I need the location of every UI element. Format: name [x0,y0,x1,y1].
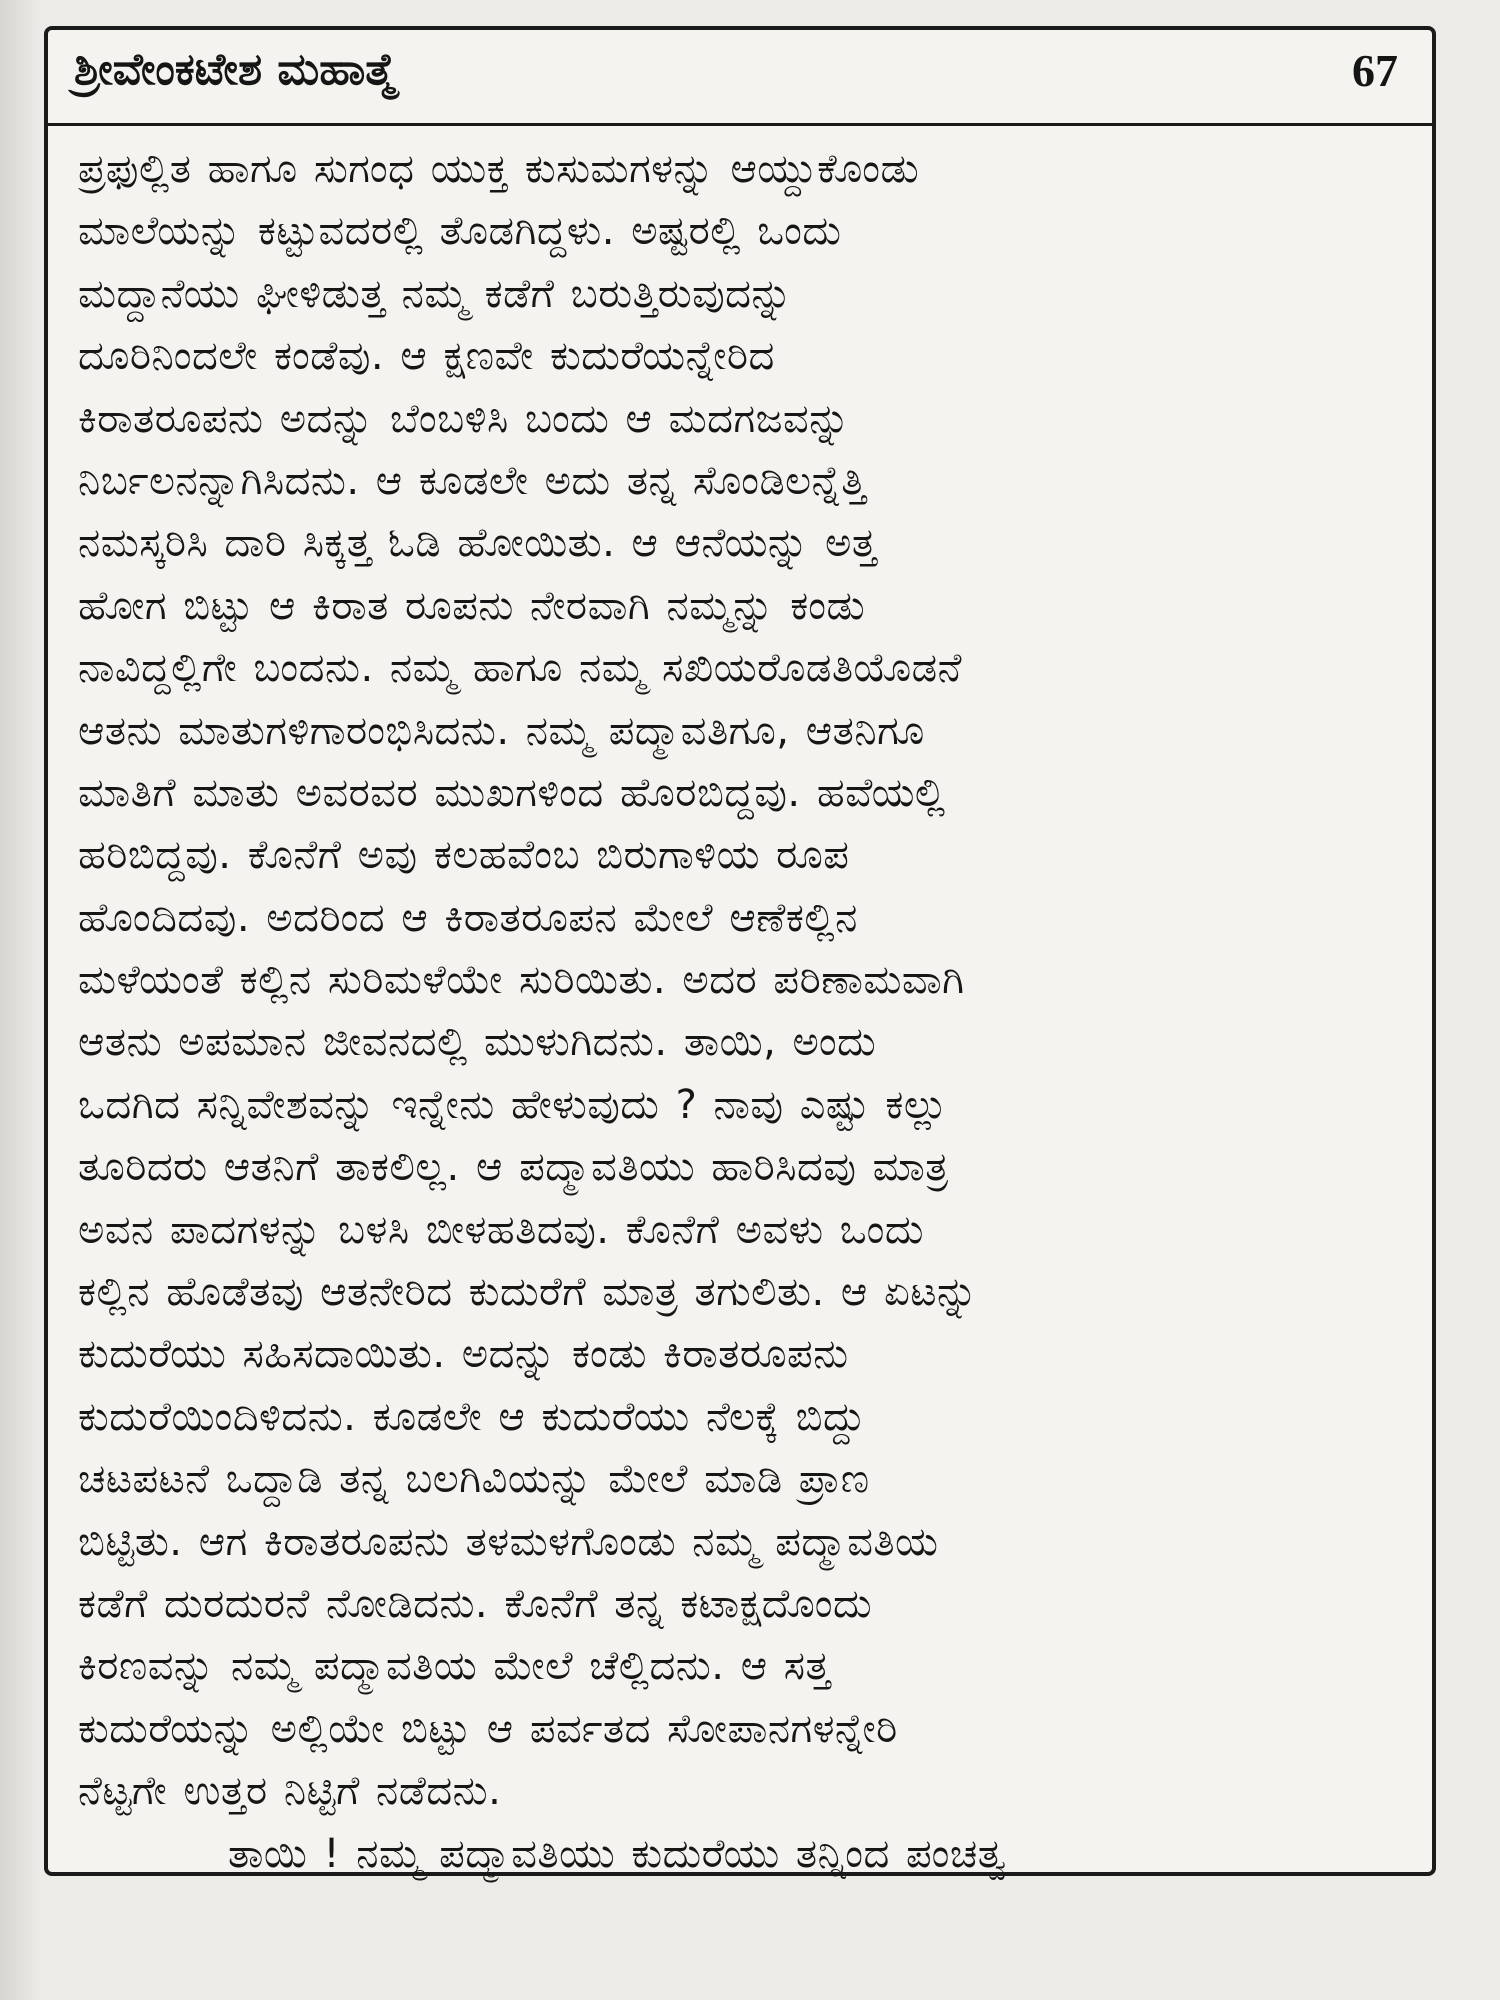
text-line: ಕಿರಣವನ್ನು ನಮ್ಮ ಪದ್ಮಾವತಿಯ ಮೇಲೆ ಚೆಲ್ಲಿದನು. ಆ ಸತ್ತ [78,1643,831,1690]
text-line: ಕುದುರೆಯು ಸಹಿಸದಾಯಿತು. ಅದನ್ನು ಕಂಡು ಕಿರಾತರೂಪನು [78,1331,849,1378]
page-header [48,30,1432,126]
text-line: ಪ್ರಫುಲ್ಲಿತ ಹಾಗೂ ಸುಗಂಧ ಯುಕ್ತ ಕುಸುಮಗಳನ್ನು ಆಯ್ದುಕೊಂಡು [78,146,920,192]
text-line: ಬಿಟ್ಟಿತು. ಆಗ ಕಿರಾತರೂಪನು ತಳಮಳಗೊಂಡು ನಮ್ಮ ಪದ್ಮಾವತಿಯ [78,1518,939,1565]
body-text [78,138,1404,1885]
text-line: ನಮಸ್ಕರಿಸಿ ದಾರಿ ಸಿಕ್ಕತ್ತ ಓಡಿ ಹೋಯಿತು. ಆ ಆನೆಯನ್ನು ಅತ್ತ [78,520,877,567]
text-line: ಕುದುರೆಯಿಂದಿಳಿದನು. ಕೂಡಲೇ ಆ ಕುದುರೆಯು ನೆಲಕ್ಕೆ ಬಿದ್ದು [78,1393,866,1440]
running-title: ಶ್ರೀವೇಂಕಟೇಶ ಮಹಾತ್ಮೆ [74,44,397,95]
text-line: ಮಳೆಯಂತೆ ಕಲ್ಲಿನ ಸುರಿಮಳೆಯೇ ಸುರಿಯಿತು. ಅದರ ಪರಿಣಾಮವಾಗಿ [78,957,965,1004]
text-line: ಕಿರಾತರೂಪನು ಅದನ್ನು ಬೆಂಬಳಿಸಿ ಬಂದು ಆ ಮದಗಜವನ್ನು [78,395,851,442]
text-line: ಅವನ ಪಾದಗಳನ್ನು ಬಳಸಿ ಬೀಳಹತಿದವು. ಕೊನೆಗೆ ಅವಳು ಒಂದು [78,1206,924,1253]
text-line: ತೂರಿದರು ಆತನಿಗೆ ತಾಕಲಿಲ್ಲ. ಆ ಪದ್ಮಾವತಿಯು ಹಾರಿಸಿದವು ಮಾತ್ರ [78,1144,949,1191]
text-line: ಮಾಲೆಯನ್ನು ಕಟ್ಟುವದರಲ್ಲಿ ತೊಡಗಿದ್ದಳು. ಅಷ್ಟರಲ್ಲಿ ಒಂದು [78,208,842,255]
text-line: ನಿರ್ಬಲನನ್ನಾಗಿಸಿದನು. ಆ ಕೂಡಲೇ ಅದು ತನ್ನ ಸೊಂಡಿಲನ್ನೆತ್ತಿ [78,457,867,504]
text-line: ಹೋಗ ಬಿಟ್ಟು ಆ ಕಿರಾತ ರೂಪನು ನೇರವಾಗಿ ನಮ್ಮನ್ನು ಕಂಡು [78,582,866,629]
text-line: ಆತನು ಅಪಮಾನ ಜೀವನದಲ್ಲಿ ಮುಳುಗಿದನು. ತಾಯಿ, ಅಂದು [78,1019,877,1066]
text-line: ಒದಗಿದ ಸನ್ನಿವೇಶವನ್ನು ಇನ್ನೇನು ಹೇಳುವುದು ? ನಾವು ಎಷ್ಟು ಕಲ್ಲು [78,1081,948,1128]
text-line: ನೆಟ್ಟಗೇ ಉತ್ತರ ನಿಟ್ಟಿಗೆ ನಡೆದನು. [78,1768,502,1815]
text-line: ತಾಯಿ ! ನಮ್ಮ ಪದ್ಮಾವತಿಯು ಕುದುರೆಯು ತನ್ನಿಂದ ಪಂಚತ್ವ [228,1830,1007,1877]
text-line: ಮದ್ದಾನೆಯು ಘೀಳಿಡುತ್ತ ನಮ್ಮ ಕಡೆಗೆ ಬರುತ್ತಿರುವುದನ್ನು [78,270,793,317]
text-line: ಆತನು ಮಾತುಗಳಿಗಾರಂಭಿಸಿದನು. ನಮ್ಮ ಪದ್ಮಾವತಿಗೂ, ಆತನಿಗೂ [78,707,925,754]
text-line: ಕುದುರೆಯನ್ನು ಅಲ್ಲಿಯೇ ಬಿಟ್ಟು ಆ ಪರ್ವತದ ಸೋಪಾನಗಳನ್ನೇರಿ [78,1705,898,1752]
page-frame [44,26,1436,1876]
page-edge-shadow [0,0,40,2000]
text-line: ನಾವಿದ್ದಲ್ಲಿಗೇ ಬಂದನು. ನಮ್ಮ ಹಾಗೂ ನಮ್ಮ ಸಖಿಯರೊಡತಿಯೊಡನೆ [78,645,962,692]
text-line: ದೂರಿನಿಂದಲೇ ಕಂಡೆವು. ಆ ಕ್ಷಣವೇ ಕುದುರೆಯನ್ನೇರಿದ [78,333,775,380]
text-line: ಮಾತಿಗೆ ಮಾತು ಅವರವರ ಮುಖಗಳಿಂದ ಹೊರಬಿದ್ದವು. ಹವೆಯಲ್ಲಿ [78,769,946,816]
text-line: ಹೊಂದಿದವು. ಅದರಿಂದ ಆ ಕಿರಾತರೂಪನ ಮೇಲೆ ಆಣೆಕಲ್ಲಿನ [78,894,858,941]
text-line: ಚಟಪಟನೆ ಒದ್ದಾಡಿ ತನ್ನ ಬಲಗಿವಿಯನ್ನು ಮೇಲೆ ಮಾಡಿ ಪ್ರಾಣ [78,1456,870,1503]
page-number: 67 [1352,45,1398,96]
text-line: ಕಲ್ಲಿನ ಹೊಡೆತವು ಆತನೇರಿದ ಕುದುರೆಗೆ ಮಾತ್ರ ತಗುಲಿತು. ಆ ಏಟನ್ನು [78,1269,978,1316]
text-line: ಕಡೆಗೆ ದುರದುರನೆ ನೋಡಿದನು. ಕೊನೆಗೆ ತನ್ನ ಕಟಾಕ್ಷದೊಂದು [78,1580,873,1627]
text-line: ಹರಿಬಿದ್ದವು. ಕೊನೆಗೆ ಅವು ಕಲಹವೆಂಬ ಬಿರುಗಾಳಿಯ ರೂಪ [78,832,850,879]
